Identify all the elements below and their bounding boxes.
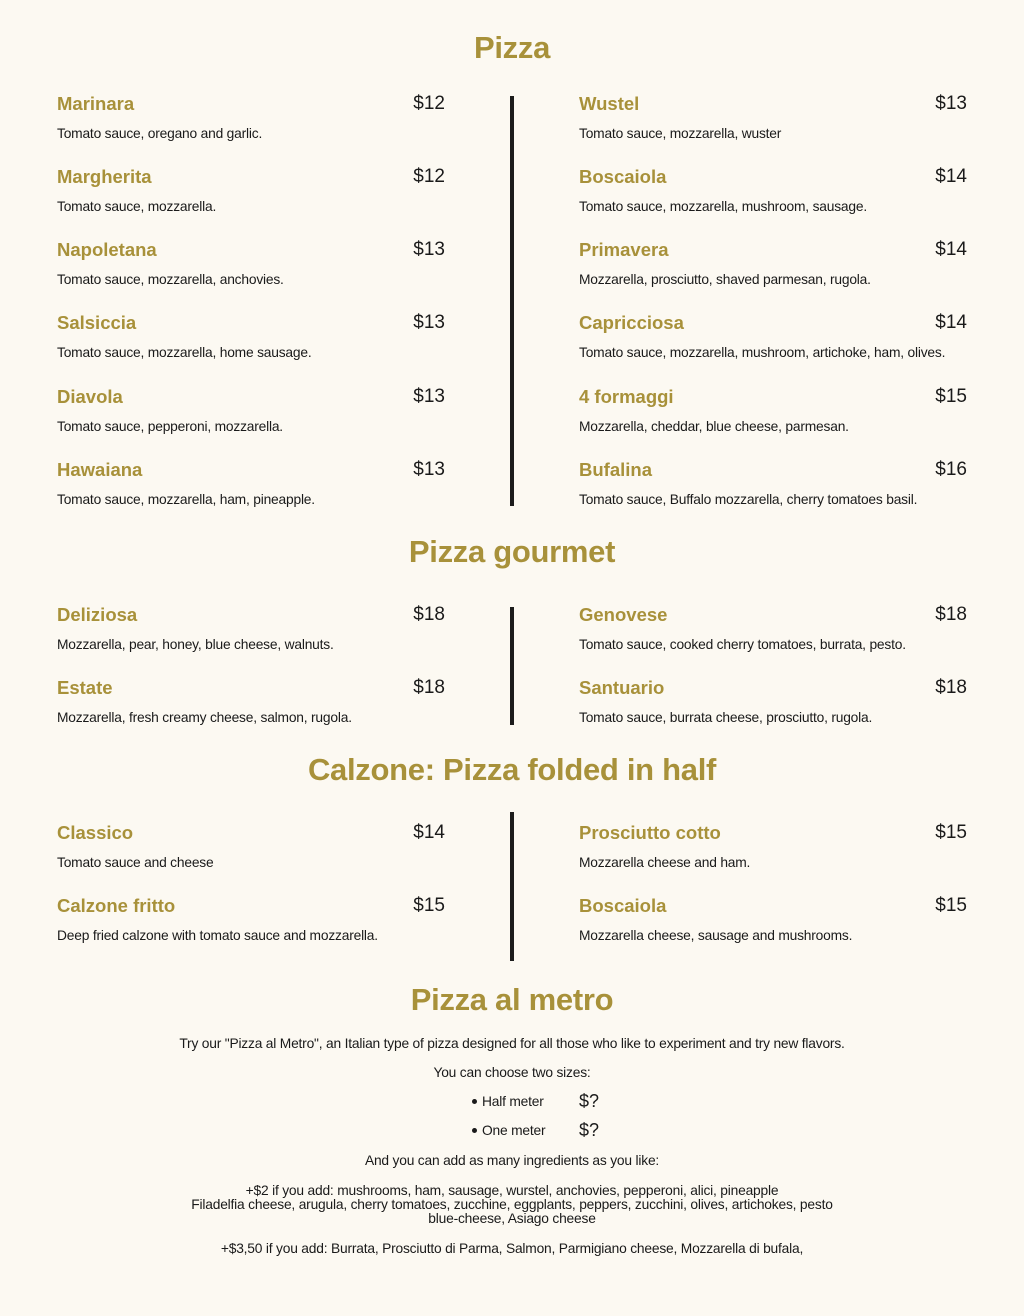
menu-item	[579, 677, 969, 737]
menu-item	[579, 895, 969, 955]
item-price: $16	[935, 459, 967, 480]
item-description: Tomato sauce, mozzarella, anchovies.	[57, 272, 284, 287]
item-price: $14	[935, 239, 967, 260]
item-name: 4 formaggi	[579, 386, 674, 407]
menu-item	[57, 895, 447, 955]
item-price: $18	[413, 604, 445, 625]
menu-item	[57, 459, 447, 519]
item-price: $14	[413, 822, 445, 843]
item-name: Capricciosa	[579, 312, 684, 333]
item-price: $18	[413, 677, 445, 698]
menu-item	[579, 239, 969, 299]
item-name: Wustel	[579, 93, 640, 114]
item-price: $14	[935, 166, 967, 187]
item-description: Tomato sauce and cheese	[57, 855, 214, 870]
item-description: Tomato sauce, mozzarella.	[57, 199, 217, 214]
size-price: $?	[579, 1091, 600, 1111]
section-title-gourmet: Pizza gourmet	[408, 534, 616, 569]
menu-item	[57, 386, 447, 446]
metro-addon-2-line1: +$2 if you add: mushrooms, ham, sausage, wurstel, anchovies, pepperoni, alici, pineapple	[245, 1183, 779, 1198]
item-price: $13	[413, 386, 445, 407]
item-description: Mozzarella, cheddar, blue cheese, parmesan.	[579, 419, 849, 434]
item-name: Santuario	[579, 677, 665, 698]
menu-item	[57, 604, 447, 664]
menu-item	[57, 239, 447, 299]
size-label: Half meter	[482, 1094, 544, 1109]
item-name: Salsiccia	[57, 312, 137, 333]
item-price: $15	[935, 822, 967, 843]
item-price: $13	[413, 459, 445, 480]
metro-addon-350: +$3,50 if you add: Burrata, Prosciutto di Parma, Salmon, Parmigiano cheese, Mozzarella di bufala,	[220, 1241, 804, 1256]
metro-sizes-label: You can choose two sizes:	[433, 1065, 591, 1080]
item-description: Tomato sauce, Buffalo mozzarella, cherry tomatoes basil.	[579, 492, 918, 507]
item-name: Prosciutto cotto	[579, 822, 721, 843]
section-title-calzone: Calzone: Pizza folded in half	[307, 752, 717, 787]
item-price: $15	[413, 895, 445, 916]
metro-intro: Try our "Pizza al Metro", an Italian type of pizza designed for all those who like to experiment and try new flavors.	[179, 1036, 845, 1051]
item-price: $13	[413, 312, 445, 333]
item-name: Margherita	[57, 166, 152, 187]
item-price: $15	[935, 386, 967, 407]
item-description: Mozzarella, prosciutto, shaved parmesan, rugola.	[579, 272, 871, 287]
item-description: Tomato sauce, mozzarella, mushroom, artichoke, ham, olives.	[579, 345, 946, 360]
item-name: Diavola	[57, 386, 123, 407]
item-name: Bufalina	[579, 459, 652, 480]
item-name: Napoletana	[57, 239, 157, 260]
metro-addon-2-line2: Filadelfia cheese, arugula, cherry tomatoes, zucchine, eggplants, peppers, zucchini, olives, artichokes, pesto	[191, 1197, 833, 1212]
section-title-metro: Pizza al metro	[410, 982, 614, 1017]
item-price: $12	[413, 166, 445, 187]
item-name: Estate	[57, 677, 113, 698]
item-name: Classico	[57, 822, 134, 843]
menu-item	[57, 312, 447, 372]
menu-item	[579, 459, 969, 519]
item-description: Tomato sauce, mozzarella, mushroom, sausage.	[579, 199, 867, 214]
item-description: Tomato sauce, oregano and garlic.	[57, 126, 263, 141]
menu-item	[57, 677, 447, 737]
column-divider	[510, 607, 514, 725]
item-price: $13	[413, 239, 445, 260]
column-divider	[510, 812, 514, 961]
bullet-icon	[472, 1128, 477, 1133]
item-description: Tomato sauce, pepperoni, mozzarella.	[57, 419, 283, 434]
item-description: Mozzarella cheese, sausage and mushrooms.	[579, 928, 853, 943]
item-name: Genovese	[579, 604, 668, 625]
item-description: Tomato sauce, mozzarella, ham, pineapple.	[57, 492, 315, 507]
menu-item	[579, 93, 969, 153]
item-description: Tomato sauce, mozzarella, home sausage.	[57, 345, 312, 360]
menu-item	[57, 822, 447, 882]
item-price: $18	[935, 677, 967, 698]
item-name: Calzone fritto	[57, 895, 176, 916]
bullet-icon	[472, 1099, 477, 1104]
menu-item	[57, 166, 447, 226]
menu-item	[579, 312, 969, 372]
section-title-pizza: Pizza	[473, 30, 551, 65]
item-price: $14	[935, 312, 967, 333]
metro-addon-2-line3: blue-cheese, Asiago cheese	[428, 1211, 596, 1226]
size-option-one-meter	[470, 1121, 610, 1143]
menu-item	[579, 386, 969, 446]
item-name: Marinara	[57, 93, 135, 114]
item-description: Mozzarella cheese and ham.	[579, 855, 751, 870]
menu-item	[579, 822, 969, 882]
item-description: Tomato sauce, cooked cherry tomatoes, burrata, pesto.	[579, 637, 906, 652]
item-name: Deliziosa	[57, 604, 138, 625]
column-divider	[510, 96, 514, 506]
item-price: $13	[935, 93, 967, 114]
menu-item	[57, 93, 447, 153]
size-price: $?	[579, 1120, 600, 1140]
item-name: Primavera	[579, 239, 669, 260]
item-price: $15	[935, 895, 967, 916]
item-name: Boscaiola	[579, 895, 667, 916]
item-name: Hawaiana	[57, 459, 143, 480]
menu-item	[579, 604, 969, 664]
metro-ingredients-label: And you can add as many ingredients as you like:	[364, 1153, 660, 1168]
item-description: Mozzarella, fresh creamy cheese, salmon, rugola.	[57, 710, 352, 725]
size-label: One meter	[482, 1123, 546, 1138]
item-description: Mozzarella, pear, honey, blue cheese, walnuts.	[57, 637, 334, 652]
item-price: $18	[935, 604, 967, 625]
item-description: Tomato sauce, burrata cheese, prosciutto, rugola.	[579, 710, 873, 725]
item-description: Tomato sauce, mozzarella, wuster	[579, 126, 782, 141]
size-option-half-meter	[470, 1092, 610, 1114]
item-description: Deep fried calzone with tomato sauce and mozzarella.	[57, 928, 378, 943]
item-price: $12	[413, 93, 445, 114]
item-name: Boscaiola	[579, 166, 667, 187]
menu-item	[579, 166, 969, 226]
